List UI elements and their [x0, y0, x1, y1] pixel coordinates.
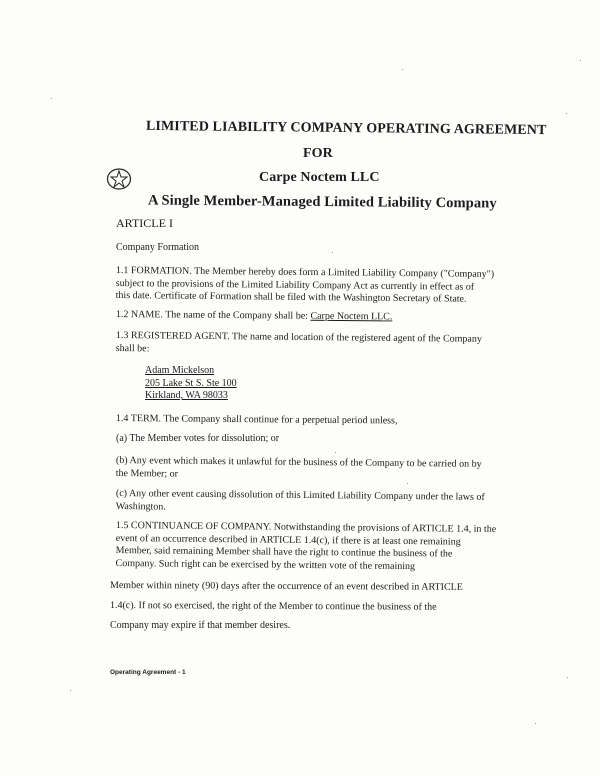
paragraph-1-4: 1.4 TERM. The Company shall continue for a perpetual period unless, — [115, 413, 398, 427]
paragraph-1-5-cont-1: Member within ninety (90) days after the occurrence of an event described in ARTICLE — [109, 580, 463, 593]
p1-5-line-1: 1.5 CONTINUANCE OF COMPANY. Notwithstanding the provisions of ARTICLE 1.4, in the — [115, 520, 497, 535]
scan-speck — [51, 98, 52, 99]
registered-agent-address — [145, 365, 237, 403]
page-footer: Operating Agreement - 1 — [110, 669, 186, 676]
p-c-line-1: (c) Any other event causing dissolution of this Limited Liability Company under the laws of — [115, 488, 485, 503]
handwritten-star-icon — [106, 167, 132, 191]
scan-speck — [335, 452, 336, 453]
document-subtitle: A Single Member-Managed Limited Liability Company — [147, 192, 497, 212]
p1-1-line-3: this date. Certificate of Formation shall be filed with the Washington Secretary of State. — [115, 289, 467, 305]
p-b-line-2: the Member; or — [115, 467, 179, 480]
p1-2-prefix: 1.2 NAME. The name of the Company shall be: — [115, 309, 309, 322]
company-name: Carpe Noctem LLC — [259, 170, 380, 185]
agent-street: 205 Lake St S. Ste 100 — [145, 377, 237, 389]
scan-speck — [402, 69, 403, 70]
p1-5-line-2: event of an occurrence described in ARTICLE 1.4(c), if there is at least one remaining — [115, 532, 461, 548]
section-heading: Company Formation — [116, 242, 200, 253]
paragraph-1-5-cont-2: 1.4(c). If not so exercised, the right of the Member to continue the business of the — [109, 600, 437, 613]
p1-3-line-2: shall be: — [115, 342, 150, 354]
agent-city: Kirkland, WA 98033 — [145, 390, 228, 401]
document-title: LIMITED LIABILITY COMPANY OPERATING AGREEMENT — [145, 118, 547, 139]
paragraph-c — [116, 488, 485, 517]
paragraph-1-5-cont-3: Company may expire if that member desires. — [110, 620, 291, 631]
article-heading: ARTICLE I — [116, 216, 173, 230]
scan-speck — [566, 113, 567, 114]
paragraph-b — [116, 455, 482, 484]
paragraph-1-3 — [116, 330, 482, 359]
paragraph-1-2 — [116, 309, 393, 324]
paragraph-1-5 — [115, 520, 496, 574]
scan-speck — [70, 690, 71, 691]
paragraph-1-1 — [116, 265, 495, 306]
document-title-for: FOR — [303, 146, 333, 161]
scan-speck — [567, 677, 568, 678]
scan-speck — [580, 60, 581, 61]
scan-speck — [407, 483, 408, 484]
p1-3-line-1: 1.3 REGISTERED AGENT. The name and location of the registered agent of the Company — [115, 330, 482, 345]
p1-5-line-3: Member, said remaining Member shall have the right to continue the business of the — [115, 544, 453, 560]
company-name-underlined: Carpe Noctem LLC. — [310, 310, 393, 323]
scan-speck — [535, 723, 536, 724]
p-c-line-2: Washington. — [115, 500, 166, 513]
agent-name: Adam Mickelson — [145, 365, 215, 376]
p1-1-line-2: subject to the provisions of the Limited Liability Company Act as currently in effect as of — [115, 277, 475, 293]
p1-1-line-1: 1.1 FORMATION. The Member hereby does form a Limited Liability Company ("Company") — [115, 265, 495, 280]
p-b-line-1: (b) Any event which makes it unlawful for the business of the Company to be carried on by — [115, 455, 482, 470]
paragraph-a: (a) The Member votes for dissolution; or — [116, 433, 280, 444]
p1-5-line-4: Company. Such right can be exercised by the written vote of the remaining — [115, 557, 416, 572]
scan-speck — [332, 252, 333, 253]
